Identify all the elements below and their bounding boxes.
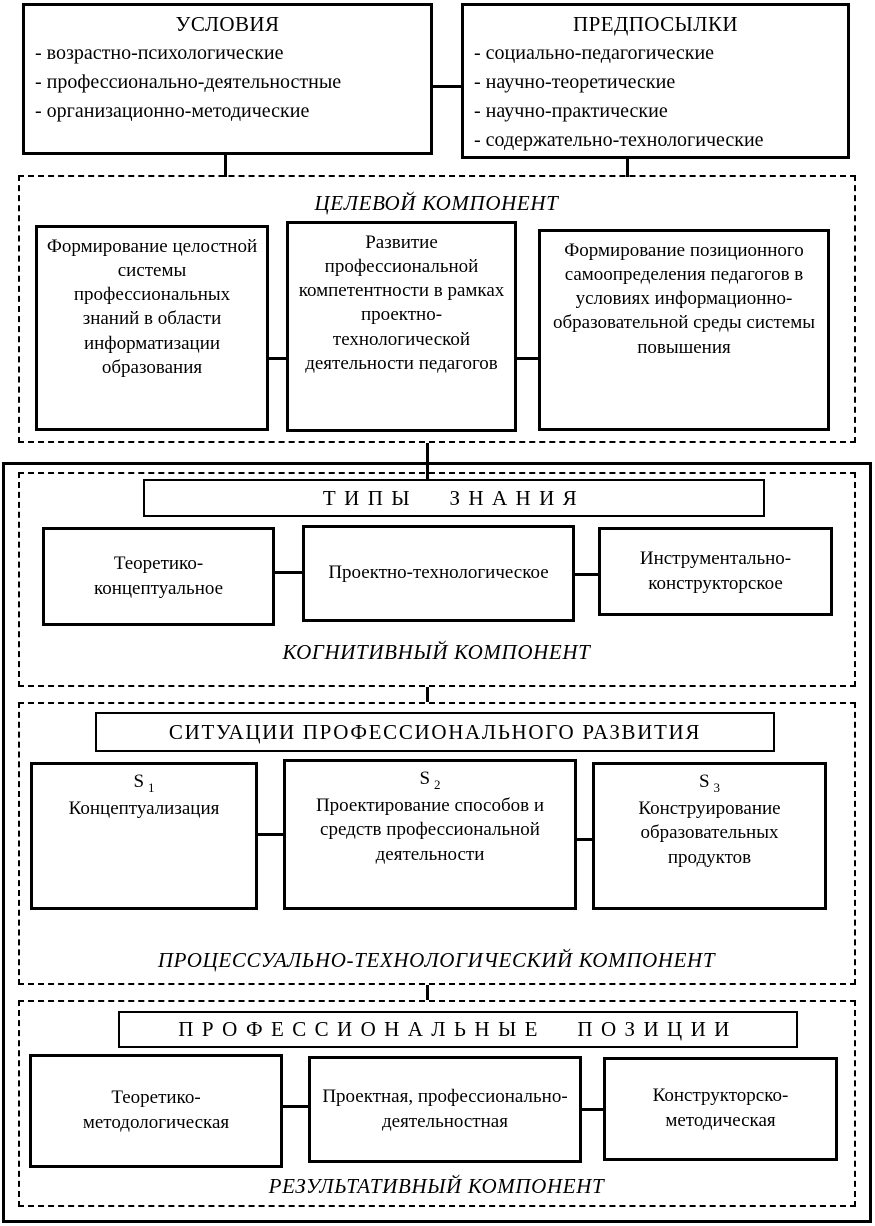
result-component-label: РЕЗУЛЬТАТИВНЫЙ КОМПОНЕНТ [268,1174,605,1198]
situation-box-3 [592,762,827,910]
connector-goal2-goal3 [517,357,538,360]
prerequisites-list [464,37,847,155]
connector-knowledge2-knowledge3 [575,573,598,576]
situation-symbol: S $_2$ [419,768,441,792]
connector-situation1-situation2 [258,833,283,836]
target-goal-box-2: Развитие профессиональной компетентности в рамках проектно-технологической деятельности педагогов [286,221,517,432]
situation-text: Конструирование образовательных продуктов [638,797,781,869]
connector-conditions-target [224,155,227,177]
situation-symbol: S $_3$ [698,771,721,795]
connector-cognitive-procedural [426,687,429,702]
position-box-3: Конструкторско-методическая [603,1057,838,1161]
connector-procedural-result [426,985,429,1000]
knowledge-box-3: Инструментально-конструкторское [598,527,833,616]
prerequisite-item: - научно-практические [474,100,668,122]
connector-goal1-goal2 [269,357,286,360]
prerequisite-item: - научно-теоретические [474,71,676,93]
situation-text: Концептуализация [68,797,220,819]
condition-item: - профессионально-деятельностные [35,71,342,93]
position-box-2: Проектная, профессионально-деятельностная [308,1056,582,1163]
target-component-label: ЦЕЛЕВОЙ КОМПОНЕНТ [314,191,559,215]
target-goal-box-3: Формирование позиционного самоопределения педагогов в условиях информационно-образовательной среды системы повышения [538,229,830,431]
prerequisites-box [461,3,850,159]
conditions-title: УСЛОВИЯ [175,12,280,36]
connector-position1-position2 [283,1105,308,1108]
conditions-box [22,3,433,155]
conditions-list [25,37,430,126]
cognitive-component-label: КОГНИТИВНЫЙ КОМПОНЕНТ [282,640,591,664]
connector-conditions-prerequisites [433,85,461,88]
connector-knowledge1-knowledge2 [275,571,302,574]
target-goal-box-1: Формирование целостной системы профессиональных знаний в области информатизации образования [35,225,269,431]
situation-text: Проектирование способов и средств профессиональной деятельности [315,794,545,866]
prerequisite-item: - социально-педагогические [474,42,715,64]
connector-situation2-situation3 [577,838,592,841]
connector-position2-position3 [582,1108,603,1111]
knowledge-box-1: Теоретико-концептуальное [42,527,275,626]
knowledge-box-2: Проектно-технологическое [302,525,575,622]
procedural-component-label: ПРОЦЕССУАЛЬНО-ТЕХНОЛОГИЧЕСКИЙ КОМПОНЕНТ [157,948,716,972]
situation-box-1 [30,762,258,910]
situation-box-2 [283,759,577,910]
prerequisite-item: - содержательно-технологические [474,129,764,151]
knowledge-types-header: ТИПЫ ЗНАНИЯ [143,479,765,517]
prerequisites-title: ПРЕДПОСЫЛКИ [573,12,738,36]
situations-header: СИТУАЦИИ ПРОФЕССИОНАЛЬНОГО РАЗВИТИЯ [95,712,775,752]
situation-symbol: S $_1$ [133,771,155,795]
condition-item: - возрастно-психологические [35,42,284,64]
positions-header: ПРОФЕССИОНАЛЬНЫЕ ПОЗИЦИИ [118,1011,798,1048]
condition-item: - организационно-методические [35,100,310,122]
position-box-1: Теоретико-методологическая [29,1054,283,1168]
